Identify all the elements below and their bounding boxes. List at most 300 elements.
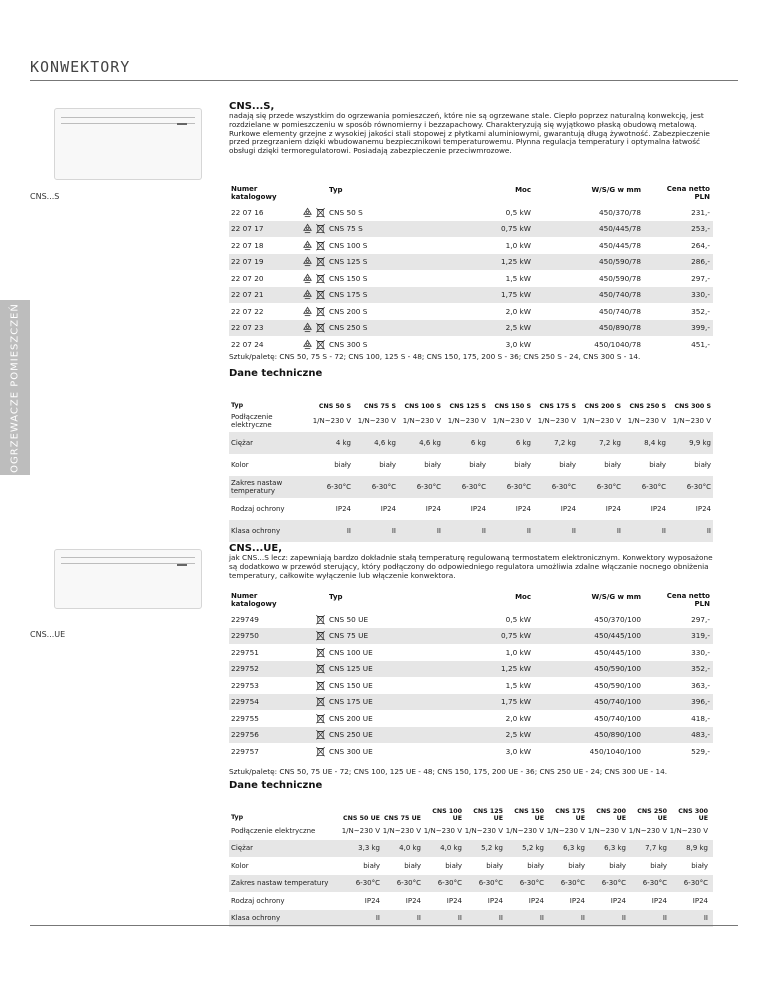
- tech-value: IP24: [515, 505, 531, 513]
- header-price: Cena netto PLN: [666, 592, 710, 608]
- power-value: 1,25 kW: [500, 664, 531, 674]
- product-type: CNS 200 S: [329, 306, 368, 316]
- tech-value: 3,3 kg: [358, 844, 380, 853]
- catalog-number: 22 07 22: [231, 306, 264, 316]
- header-catalog: Numer katalogowy: [231, 185, 277, 201]
- price-value: 297,-: [691, 273, 710, 283]
- tech-model-header: CNS 50 S: [318, 403, 351, 410]
- tech-value: biały: [404, 861, 421, 870]
- table-row: [229, 628, 713, 645]
- tech-value: 6-30°C: [355, 879, 380, 888]
- power-value: 1,5 kW: [505, 273, 531, 283]
- tech-value: IP24: [651, 896, 667, 905]
- tech-table-header: [229, 800, 713, 822]
- dimensions-value: 450/740/100: [594, 697, 641, 707]
- tech-value: biały: [334, 461, 351, 469]
- grille-line: [61, 119, 195, 124]
- recycle-icon: [302, 306, 313, 317]
- tech-model-header: CNS 75 UE: [384, 815, 421, 822]
- section-heading-cns-ue: CNS...UE,: [229, 543, 283, 554]
- power-value: 1,0 kW: [505, 647, 531, 657]
- tech-value: II: [436, 527, 441, 535]
- catalog-number: 22 07 18: [231, 240, 264, 250]
- tech-value: 6 kg: [515, 439, 531, 447]
- tech-model-header: CNS 175 S: [539, 403, 576, 410]
- tech-row: [229, 410, 713, 432]
- page-title: KONWEKTORY: [30, 58, 131, 76]
- pallet-note-cns-s: Sztuk/paletę: CNS 50, 75 S - 72; CNS 100, 125 S - 48; CNS 150, 175, 200 S - 36; CNS 250 S - 24, CNS 300 S - 14.: [229, 352, 641, 361]
- tech-value: II: [391, 527, 396, 535]
- tech-value: II: [498, 914, 503, 923]
- tech-table-cns-s: [229, 390, 713, 542]
- image-label-cns-s: CNS...S: [30, 192, 60, 201]
- tech-value: 6-30°C: [596, 483, 621, 491]
- tech-value: biały: [649, 461, 666, 469]
- dimensions-value: 450/740/100: [594, 713, 641, 723]
- tech-value: IP24: [692, 896, 708, 905]
- tech-value: 1/N~230 V: [382, 826, 421, 835]
- disposal-icons: [287, 207, 329, 218]
- tech-value: II: [346, 527, 351, 535]
- tech-model-header: CNS 150 UE: [514, 808, 544, 822]
- disposal-icons: [287, 223, 329, 234]
- crossed-bin-icon: [315, 273, 326, 284]
- power-value: 1,5 kW: [505, 680, 531, 690]
- catalog-number: 229752: [231, 664, 259, 674]
- header-price: Cena netto PLN: [666, 185, 710, 201]
- product-type: CNS 75 UE: [329, 631, 369, 641]
- crossed-bin-icon: [315, 322, 326, 333]
- price-value: 529,-: [691, 746, 710, 756]
- price-value: 483,-: [691, 730, 710, 740]
- tech-value: biały: [469, 461, 486, 469]
- tech-value: 6-30°C: [437, 879, 462, 888]
- disposal-icons: [287, 630, 329, 641]
- price-value: 264,-: [691, 240, 710, 250]
- tech-value: II: [539, 914, 544, 923]
- disposal-icons: [287, 746, 329, 757]
- tech-model-header: CNS 300 UE: [678, 808, 708, 822]
- table-row: [229, 710, 713, 727]
- dimensions-value: 450/890/100: [594, 730, 641, 740]
- price-value: 352,-: [691, 664, 710, 674]
- tech-table-header: [229, 390, 713, 410]
- tech-model-header: CNS 100 S: [404, 403, 441, 410]
- price-value: 330,-: [691, 290, 710, 300]
- price-value: 231,-: [691, 207, 710, 217]
- brand-logo-icon: [177, 123, 187, 125]
- crossed-bin-icon: [315, 663, 326, 674]
- tech-value: IP24: [695, 505, 711, 513]
- power-value: 2,0 kW: [505, 713, 531, 723]
- tech-value: 6-30°C: [326, 483, 351, 491]
- catalog-number: 22 07 23: [231, 323, 264, 333]
- power-value: 1,25 kW: [500, 257, 531, 267]
- tech-value: II: [616, 527, 621, 535]
- tech-row: [229, 892, 713, 910]
- tech-row: [229, 840, 713, 858]
- tech-model-header: CNS 50 UE: [343, 815, 380, 822]
- tech-value: 6-30°C: [560, 879, 585, 888]
- description-cns-ue: jak CNS...S lecz: zapewniają bardzo dokładnie stałą temperaturę regulowaną termostatem elektronicznym. Konwektory wyposażone są dodatkowo w przewód sterujący, który podłączony do odpowiedniego regulatora umożliwia zdalne włączanie nocnego obniżenia temperatury, całkowite wyłączenie lub włączenie konwektora.: [229, 553, 713, 580]
- tech-value: II: [481, 527, 486, 535]
- tech-model-header: CNS 200 UE: [596, 808, 626, 822]
- power-value: 0,75 kW: [500, 631, 531, 641]
- tech-value: 1/N~230 V: [628, 826, 667, 835]
- tech-value: 7,2 kg: [599, 439, 621, 447]
- product-type: CNS 150 UE: [329, 680, 373, 690]
- tech-value: II: [571, 527, 576, 535]
- tech-value: biały: [604, 461, 621, 469]
- tech-value: 6-30°C: [461, 483, 486, 491]
- tech-model-header: CNS 100 UE: [432, 808, 462, 822]
- header-rule: [30, 80, 738, 81]
- recycle-icon: [302, 256, 313, 267]
- disposal-icons: [287, 339, 329, 350]
- price-value: 297,-: [691, 614, 710, 624]
- tech-value: II: [526, 527, 531, 535]
- crossed-bin-icon: [315, 223, 326, 234]
- tech-value: IP24: [650, 505, 666, 513]
- recycle-icon: [302, 207, 313, 218]
- table-row: [229, 644, 713, 661]
- section-heading-cns-s: CNS...S,: [229, 101, 275, 112]
- table-row: [229, 611, 713, 628]
- crossed-bin-icon: [315, 729, 326, 740]
- tech-value: 6-30°C: [642, 879, 667, 888]
- tech-value: IP24: [560, 505, 576, 513]
- tech-row-label: Zakres nastaw temperatury: [231, 478, 283, 495]
- tech-value: 7,7 kg: [645, 844, 667, 853]
- disposal-icons: [287, 647, 329, 658]
- tech-value: biały: [527, 861, 544, 870]
- tech-value: IP24: [335, 505, 351, 513]
- table-row: [229, 254, 713, 271]
- product-image-cns-s: [54, 108, 202, 180]
- product-type: CNS 250 S: [329, 323, 368, 333]
- recycle-icon: [302, 339, 313, 350]
- crossed-bin-icon: [315, 207, 326, 218]
- dimensions-value: 450/740/78: [598, 306, 641, 316]
- table-row: [229, 237, 713, 254]
- tech-value: 6-30°C: [551, 483, 576, 491]
- tech-value: 1/N~230 V: [505, 826, 544, 835]
- tech-value: 1/N~230 V: [464, 826, 503, 835]
- disposal-icons: [287, 273, 329, 284]
- tech-value: biały: [609, 861, 626, 870]
- tech-value: 4,0 kg: [440, 844, 462, 853]
- tech-value: 4,6 kg: [374, 439, 396, 447]
- product-type: CNS 100 UE: [329, 647, 373, 657]
- table-header: [229, 587, 713, 611]
- price-value: 286,-: [691, 257, 710, 267]
- tech-model-header: CNS 75 S: [363, 403, 396, 410]
- tech-value: II: [580, 914, 585, 923]
- tech-row: [229, 476, 713, 498]
- dimensions-value: 450/370/78: [598, 207, 641, 217]
- product-type: CNS 250 UE: [329, 730, 373, 740]
- price-value: 418,-: [691, 713, 710, 723]
- tech-value: IP24: [605, 505, 621, 513]
- tech-value: IP24: [470, 505, 486, 513]
- catalog-number: 229749: [231, 614, 259, 624]
- dimensions-value: 450/740/78: [598, 290, 641, 300]
- crossed-bin-icon: [315, 713, 326, 724]
- table-row: [229, 303, 713, 320]
- table-row: [229, 661, 713, 678]
- tech-value: II: [416, 914, 421, 923]
- tech-model-header: CNS 250 UE: [637, 808, 667, 822]
- header-catalog: Numer katalogowy: [231, 592, 277, 608]
- tech-value: 6 kg: [470, 439, 486, 447]
- product-type: CNS 175 UE: [329, 697, 373, 707]
- price-value: 352,-: [691, 306, 710, 316]
- tech-row: [229, 822, 713, 840]
- product-type: CNS 50 UE: [329, 614, 369, 624]
- crossed-bin-icon: [315, 696, 326, 707]
- tech-value: biały: [379, 461, 396, 469]
- tech-row-label: Ciężar: [231, 438, 253, 447]
- crossed-bin-icon: [315, 614, 326, 625]
- tech-heading-cns-ue: Dane techniczne: [229, 780, 323, 791]
- power-value: 3,0 kW: [505, 339, 531, 349]
- tech-value: 1/N~230 V: [582, 417, 621, 425]
- price-value: 319,-: [691, 631, 710, 641]
- crossed-bin-icon: [315, 256, 326, 267]
- power-value: 3,0 kW: [505, 746, 531, 756]
- catalog-number: 229750: [231, 631, 259, 641]
- tech-value: 1/N~230 V: [357, 417, 396, 425]
- side-tab-label: OGRZEWACZE POMIESZCZEŃ: [9, 302, 21, 473]
- catalog-number: 22 07 20: [231, 273, 264, 283]
- tech-value: 1/N~230 V: [672, 417, 711, 425]
- header-dims: W/S/G w mm: [591, 593, 641, 601]
- tech-row-label: Klasa ochrony: [231, 914, 281, 922]
- catalog-number: 229754: [231, 697, 259, 707]
- disposal-icons: [287, 306, 329, 317]
- table-row: [229, 336, 713, 353]
- crossed-bin-icon: [315, 289, 326, 300]
- footer-rule: [30, 925, 738, 926]
- tech-row-label: Kolor: [231, 861, 249, 870]
- tech-value: biały: [650, 861, 667, 870]
- power-value: 0,5 kW: [505, 207, 531, 217]
- crossed-bin-icon: [315, 630, 326, 641]
- product-type: CNS 300 UE: [329, 746, 373, 756]
- tech-value: 1/N~230 V: [587, 826, 626, 835]
- dimensions-value: 450/590/100: [594, 680, 641, 690]
- tech-value: 1/N~230 V: [341, 826, 380, 835]
- catalog-number: 22 07 17: [231, 224, 264, 234]
- table-row: [229, 320, 713, 337]
- tech-value: 9,9 kg: [689, 439, 711, 447]
- tech-value: 6-30°C: [686, 483, 711, 491]
- disposal-icons: [287, 680, 329, 691]
- product-type: CNS 125 UE: [329, 664, 373, 674]
- tech-value: 1/N~230 V: [447, 417, 486, 425]
- tech-row: [229, 498, 713, 520]
- dimensions-value: 450/1040/100: [589, 746, 641, 756]
- power-value: 0,75 kW: [500, 224, 531, 234]
- dimensions-value: 450/445/100: [594, 647, 641, 657]
- tech-value: IP24: [405, 896, 421, 905]
- tech-value: 6-30°C: [478, 879, 503, 888]
- disposal-icons: [287, 322, 329, 333]
- tech-model-header: CNS 175 UE: [555, 808, 585, 822]
- tech-value: 1/N~230 V: [423, 826, 462, 835]
- header-power: Moc: [515, 593, 531, 601]
- tech-value: II: [703, 914, 708, 923]
- price-value: 451,-: [691, 339, 710, 349]
- tech-row: [229, 454, 713, 476]
- catalog-number: 22 07 16: [231, 207, 264, 217]
- disposal-icons: [287, 663, 329, 674]
- price-value: 330,-: [691, 647, 710, 657]
- price-value: 253,-: [691, 224, 710, 234]
- pallet-note-cns-ue: Sztuk/paletę: CNS 50, 75 UE - 72; CNS 100, 125 UE - 48; CNS 150, 175, 200 UE - 36; CNS 250 UE - 24; CNS 300 UE - 14.: [229, 767, 668, 776]
- tech-value: 6,3 kg: [604, 844, 626, 853]
- dimensions-value: 450/1040/78: [594, 339, 641, 349]
- product-type: CNS 150 S: [329, 273, 368, 283]
- tech-value: IP24: [487, 896, 503, 905]
- disposal-icons: [287, 729, 329, 740]
- dimensions-value: 450/590/100: [594, 664, 641, 674]
- tech-value: IP24: [610, 896, 626, 905]
- grille-line: [61, 553, 195, 558]
- tech-value: 6-30°C: [683, 879, 708, 888]
- side-tab: [0, 300, 30, 475]
- tech-row-label: Podłączenie elektryczne: [231, 826, 316, 835]
- dimensions-value: 450/590/78: [598, 257, 641, 267]
- tech-value: 1/N~230 V: [669, 826, 708, 835]
- crossed-bin-icon: [315, 680, 326, 691]
- description-cns-s: nadają się przede wszystkim do ogrzewania pomieszczeń, które nie są ogrzewane stale. Ciepło poprzez naturalną konwekcję, jest rozdzielane w pomieszczeniu w sposób równomierny i bezzapachowy. Charakteryzują się wyjątkowo płaską obudową metalową. Rurkowe elementy grzejne z wysokiej jakości stali stopowej z płytkami aluminiowymi, gwarantują długą żywotność. Zabezpieczenie przed przegrzaniem dzięki wbudowanemu bezpiecznikowi temperaturowemu. Płynna regulacja temperatury i optymalna łatwość obsługi dzięki termoregulatorowi. Posiadają zabezpieczenie przeciwmrozowe.: [229, 111, 710, 156]
- tech-value: 7,2 kg: [554, 439, 576, 447]
- header-type: Typ: [329, 593, 343, 601]
- tech-value: II: [661, 527, 666, 535]
- tech-row-label: Rodzaj ochrony: [231, 504, 285, 513]
- disposal-icons: [287, 289, 329, 300]
- tech-value: IP24: [364, 896, 380, 905]
- tech-value: biały: [486, 861, 503, 870]
- image-label-cns-ue: CNS...UE: [30, 630, 66, 639]
- tech-value: IP24: [569, 896, 585, 905]
- product-table-cns-s: [229, 180, 713, 353]
- catalog-number: 22 07 19: [231, 257, 264, 267]
- tech-value: 6-30°C: [601, 879, 626, 888]
- catalog-number: 229756: [231, 730, 259, 740]
- tech-model-header: CNS 300 S: [674, 403, 711, 410]
- crossed-bin-icon: [315, 240, 326, 251]
- tech-value: II: [662, 914, 667, 923]
- tech-value: biały: [514, 461, 531, 469]
- tech-row-label: Kolor: [231, 460, 249, 469]
- recycle-icon: [302, 322, 313, 333]
- tech-model-header: CNS 150 S: [494, 403, 531, 410]
- crossed-bin-icon: [315, 339, 326, 350]
- tech-value: IP24: [380, 505, 396, 513]
- header-type: Typ: [329, 186, 343, 194]
- catalog-number: 229757: [231, 746, 259, 756]
- power-value: 2,5 kW: [505, 323, 531, 333]
- tech-value: 1/N~230 V: [492, 417, 531, 425]
- table-header: [229, 180, 713, 204]
- tech-model-header: CNS 250 S: [629, 403, 666, 410]
- catalog-number: 229751: [231, 647, 259, 657]
- tech-value: 4,0 kg: [399, 844, 421, 853]
- tech-heading-cns-s: Dane techniczne: [229, 368, 323, 379]
- price-value: 399,-: [691, 323, 710, 333]
- tech-value: biały: [559, 461, 576, 469]
- tech-row-label: Podłączenie elektryczne: [231, 412, 273, 429]
- catalog-number: 229755: [231, 713, 259, 723]
- tech-value: 5,2 kg: [522, 844, 544, 853]
- tech-value: IP24: [446, 896, 462, 905]
- table-row: [229, 221, 713, 238]
- product-type: CNS 200 UE: [329, 713, 373, 723]
- tech-value: IP24: [528, 896, 544, 905]
- power-value: 1,75 kW: [500, 697, 531, 707]
- tech-value: 6-30°C: [506, 483, 531, 491]
- tech-value: IP24: [425, 505, 441, 513]
- product-type: CNS 50 S: [329, 207, 363, 217]
- tech-value: 4 kg: [335, 439, 351, 447]
- tech-value: 5,2 kg: [481, 844, 503, 853]
- dimensions-value: 450/445/100: [594, 631, 641, 641]
- catalog-number: 22 07 24: [231, 339, 264, 349]
- tech-value: 6-30°C: [519, 879, 544, 888]
- dimensions-value: 450/445/78: [598, 224, 641, 234]
- tech-value: 6,3 kg: [563, 844, 585, 853]
- tech-value: biały: [568, 861, 585, 870]
- tech-model-header: CNS 200 S: [584, 403, 621, 410]
- tech-header-label: Typ: [231, 401, 244, 409]
- tech-value: II: [706, 527, 711, 535]
- dimensions-value: 450/445/78: [598, 240, 641, 250]
- price-value: 396,-: [691, 697, 710, 707]
- tech-row: [229, 857, 713, 875]
- tech-value: 8,9 kg: [686, 844, 708, 853]
- recycle-icon: [302, 289, 313, 300]
- disposal-icons: [287, 240, 329, 251]
- dimensions-value: 450/590/78: [598, 273, 641, 283]
- catalog-number: 22 07 21: [231, 290, 264, 300]
- disposal-icons: [287, 614, 329, 625]
- tech-table-cns-ue: [229, 800, 713, 927]
- tech-row-label: Rodzaj ochrony: [231, 896, 285, 905]
- crossed-bin-icon: [315, 306, 326, 317]
- tech-row-label: Klasa ochrony: [231, 526, 281, 535]
- tech-value: 6-30°C: [416, 483, 441, 491]
- catalog-number: 229753: [231, 680, 259, 690]
- tech-header-label: Typ: [231, 813, 244, 821]
- tech-value: 6-30°C: [641, 483, 666, 491]
- tech-value: biały: [424, 461, 441, 469]
- tech-value: 6-30°C: [396, 879, 421, 888]
- tech-value: biały: [445, 861, 462, 870]
- crossed-bin-icon: [315, 647, 326, 658]
- product-image-cns-ue: [54, 549, 202, 609]
- product-type: CNS 300 S: [329, 339, 368, 349]
- tech-row: [229, 432, 713, 454]
- product-type: CNS 75 S: [329, 224, 363, 234]
- power-value: 2,0 kW: [505, 306, 531, 316]
- tech-value: II: [375, 914, 380, 923]
- grille-line: [61, 113, 195, 118]
- dimensions-value: 450/890/78: [598, 323, 641, 333]
- tech-value: 8,4 kg: [644, 439, 666, 447]
- power-value: 2,5 kW: [505, 730, 531, 740]
